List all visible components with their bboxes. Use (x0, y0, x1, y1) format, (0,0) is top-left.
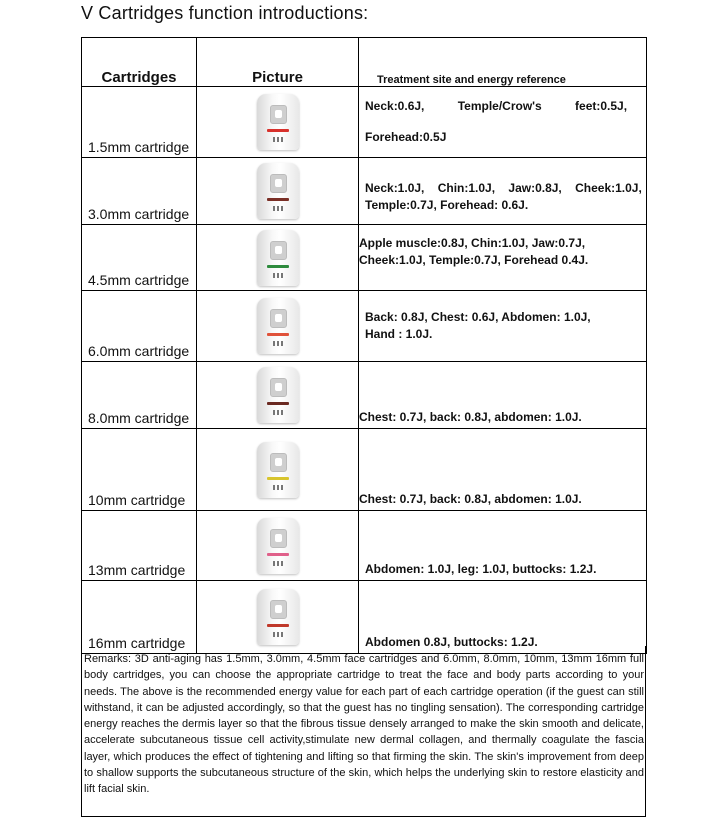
treatment-line: Abdomen: 1.0J, leg: 1.0J, buttocks: 1.2J. (365, 562, 597, 576)
treatment-line: Apple muscle:0.8J, Chin:1.0J, Jaw:0.7J, (359, 236, 586, 250)
treatment-line: Back: 0.8J, Chest: 0.6J, Abdomen: 1.0J, (365, 310, 591, 324)
cartridge-image (257, 518, 299, 574)
cartridge-picture (197, 291, 359, 362)
treatment-info (359, 362, 647, 429)
treatment-line: Chest: 0.7J, back: 0.8J, abdomen: 1.0J. (359, 492, 582, 506)
cartridge-image (257, 367, 299, 423)
cartridge-image (257, 230, 299, 286)
cartridge-name: 8.0mm cartridge (82, 362, 197, 429)
color-stripe (267, 402, 289, 405)
treatment-info (359, 429, 647, 511)
color-stripe (267, 477, 289, 480)
treatment-line: Temple:0.7J, Forehead: 0.6J. (365, 198, 529, 212)
table-row (82, 291, 647, 362)
treatment-line: Abdomen 0.8J, buttocks: 1.2J. (365, 635, 538, 649)
color-stripe (267, 198, 289, 201)
cartridge-image (257, 163, 299, 219)
cartridge-image (257, 94, 299, 150)
document-title: V Cartridges function introductions: (81, 3, 369, 23)
cartridge-image (257, 442, 299, 498)
treatment-info (359, 511, 647, 581)
color-stripe (267, 553, 289, 556)
table-row (82, 225, 647, 291)
header-picture: Picture (197, 38, 359, 87)
color-stripe (267, 333, 289, 336)
remarks-paragraph: Remarks: 3D anti-aging has 1.5mm, 3.0mm, 4.5mm face cartridges and 6.0mm, 8.0mm, 10mm, 13mm 16mm full body cartridges, you can choose the appropriate cartridge to treat the face and body parts according to your needs. The above is the recommended energy value for each part of each cartridge operation (if the guest can still withstand, it can be adjusted accordingly, so that the guest has no tingling sensation). The corresponding cartridge energy reaches the dermis layer so that the fibrous tissue densely arranged to make the skin smooth and delicate, accelerate subcutaneous tissue cell activity,stimulate new dermal collagen, and thermally coagulate the fascia layer, which produces the effect of tightening and lifting so that firming the skin. The skin's improvement from deep to shallow supports the subcutaneous structure of the skin, which helps the underlying skin to restore elasticity and lift facial skin. (81, 646, 646, 817)
table-row (82, 362, 647, 429)
cartridge-picture (197, 511, 359, 581)
color-stripe (267, 129, 289, 132)
table-header-row (82, 38, 647, 87)
cartridge-name: 16mm cartridge (82, 581, 197, 654)
table-row (82, 429, 647, 511)
treatment-line: Hand : 1.0J. (365, 327, 433, 341)
treatment-info (359, 581, 647, 654)
treatment-line: Cheek:1.0J, Temple:0.7J, Forehead 0.4J. (359, 253, 589, 267)
table-row (82, 87, 647, 158)
treatment-line: Chest: 0.7J, back: 0.8J, abdomen: 1.0J. (359, 410, 582, 424)
color-stripe (267, 624, 289, 627)
treatment-line: Neck:1.0J, Chin:1.0J, Jaw:0.8J, Cheek:1.0J, (365, 181, 642, 195)
cartridge-name: 10mm cartridge (82, 429, 197, 511)
cartridge-name: 3.0mm cartridge (82, 158, 197, 225)
header-treatment: Treatment site and energy reference (359, 38, 647, 87)
cartridge-picture (197, 225, 359, 291)
color-stripe (267, 265, 289, 268)
cartridge-picture (197, 429, 359, 511)
treatment-info (359, 158, 647, 225)
treatment-line: Neck:0.6J, Temple/Crow's feet:0.5J, (365, 99, 628, 113)
header-cartridges: Cartridges (82, 38, 197, 87)
treatment-line: Forehead:0.5J (365, 130, 447, 144)
cartridge-table (81, 37, 647, 654)
treatment-info (359, 87, 647, 158)
cartridge-image (257, 589, 299, 645)
table-row (82, 511, 647, 581)
table-row (82, 581, 647, 654)
table-row (82, 158, 647, 225)
cartridge-picture (197, 158, 359, 225)
cartridge-name: 1.5mm cartridge (82, 87, 197, 158)
cartridge-picture (197, 362, 359, 429)
cartridge-image (257, 298, 299, 354)
cartridge-name: 6.0mm cartridge (82, 291, 197, 362)
cartridge-name: 4.5mm cartridge (82, 225, 197, 291)
treatment-info (359, 225, 647, 291)
cartridge-picture (197, 581, 359, 654)
cartridge-picture (197, 87, 359, 158)
treatment-info (359, 291, 647, 362)
cartridge-name: 13mm cartridge (82, 511, 197, 581)
